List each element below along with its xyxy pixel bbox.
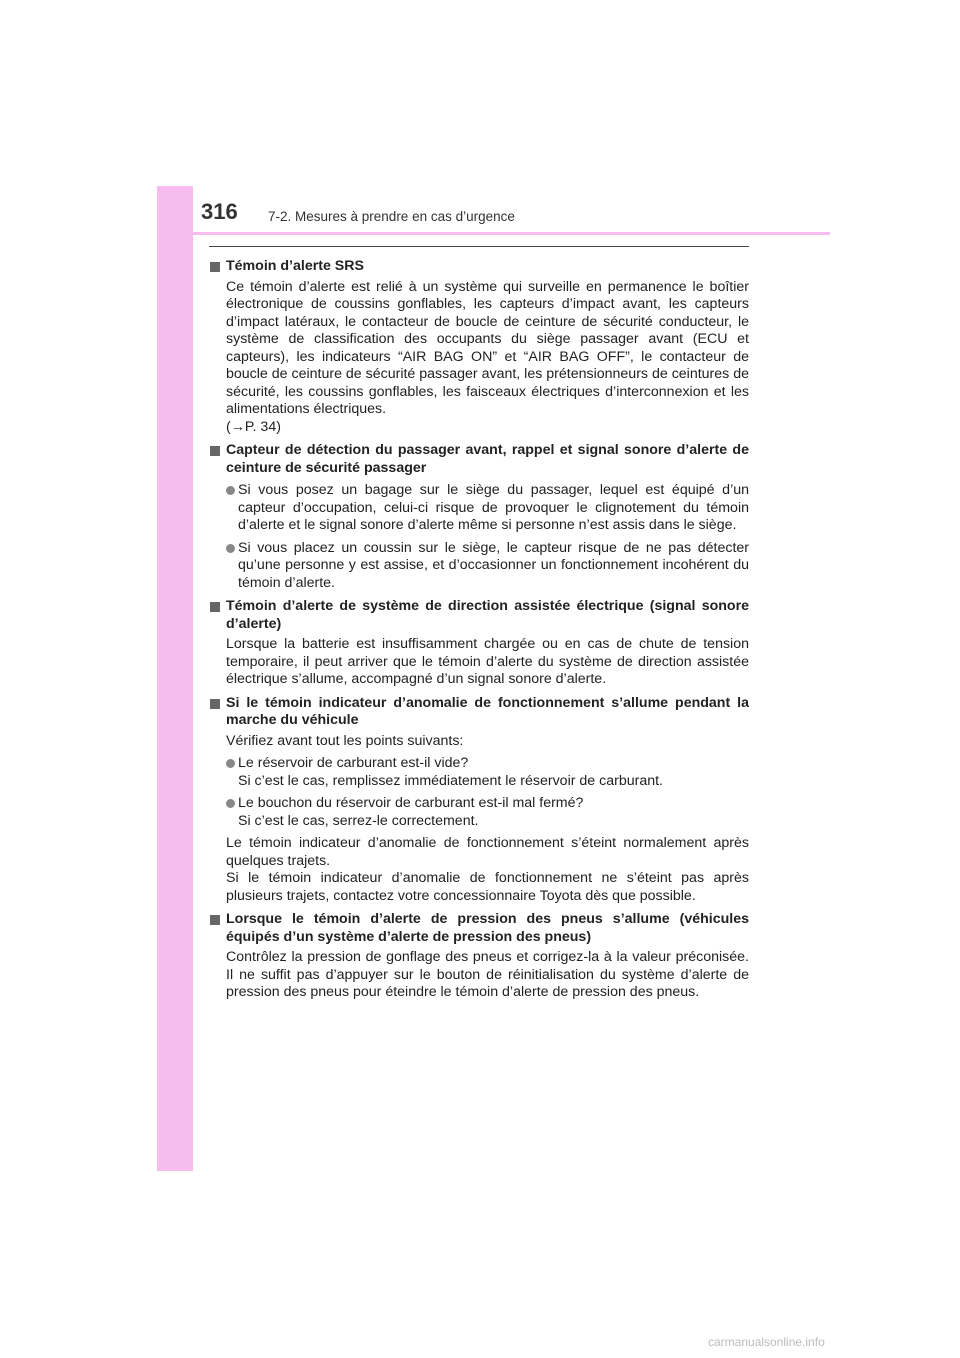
list-item: Le réservoir de carburant est-il vide? Si c’est le cas, remplissez immédiatement le réservoir de carburant. [209,755,749,790]
content-divider [209,246,749,247]
section-heading: Lorsque le témoin d’alerte de pression des pneus s’allume (véhicules équipés d’un système d’alerte de pression des pneus) [209,911,749,946]
paragraph: Contrôlez la pression de gonflage des pneus et corrigez-la à la valeur préconisée. Il ne suffit pas d’appuyer sur le bouton de réinitialisation du système d’alerte de pression des pneus pour éteindre le témoin d’alerte de pression des pneus. [226,949,749,1000]
paragraph: Si le témoin indicateur d’anomalie de fonctionnement ne s’éteint pas après plusieurs trajets, contactez votre concessionnaire Toyota dès que possible. [226,870,749,904]
circle-bullet-icon [226,759,235,768]
section-title: 7-2. Mesures à prendre en cas d’urgence [268,209,515,224]
header-rule [193,232,830,235]
list-item: Le bouchon du réservoir de carburant est-il mal fermé? Si c’est le cas, serrez-le correctement. [209,795,749,830]
chapter-tab-strip [157,186,193,1171]
paragraph: Le témoin indicateur d’anomalie de fonctionnement s’éteint normalement après quelques trajets. [226,835,749,869]
section-heading: Si le témoin indicateur d’anomalie de fonctionnement s’allume pendant la marche du véhicule [209,695,749,730]
paragraph: Vérifiez avant tout les points suivants: [226,732,464,749]
section-heading: Témoin d’alerte SRS [209,258,749,276]
section-heading: Témoin d’alerte de système de direction assistée électrique (signal sonore d’alerte) [209,598,749,633]
page-number: 316 [201,199,238,224]
paragraph: Lorsque la batterie est insuffisamment chargée ou en cas de chute de tension temporaire, il peut arriver que le témoin d’alerte du système de direction assistée électrique s’allume, accompagné d’un signal sonore d’alerte. [226,636,749,687]
list-item: Si vous posez un bagage sur le siège du passager, lequel est équipé d’un capteur d’occupation, celui-ci risque de provoquer le clignotement du témoin d’alerte et le signal sonore d’alerte même si personne n’est assis dans le siège. [209,482,749,535]
square-bullet-icon [210,262,220,272]
section-heading: Capteur de détection du passager avant, rappel et signal sonore d’alerte de ceinture de sécurité passager [209,442,749,477]
circle-bullet-icon [226,486,235,495]
page-content [209,254,749,1002]
square-bullet-icon [210,915,220,925]
square-bullet-icon [210,602,220,612]
square-bullet-icon [210,699,220,709]
paragraph: Ce témoin d’alerte est relié à un système qui surveille en permanence le boîtier électronique de coussins gonflables, les capteurs d’impact avant, les capteurs d’impact latéraux, le contacteur de boucle de ceinture de sécurité conducteur, le système de classification des occupants du siège passager avant (ECU et capteurs), les indicateurs “AIR BAG ON” et “AIR BAG OFF”, le contacteur de boucle de ceinture de sécurité passager avant, les prétensionneurs de ceintures de sécurité, les coussins gonflables, les faisceaux électriques d’interconnexion et les alimentations électriques. [226,278,749,417]
list-item: Si vous placez un coussin sur le siège, le capteur risque de ne pas détecter qu’une personne y est assise, et d’occasionner un fonctionnement incohérent du témoin d’alerte. [209,540,749,593]
square-bullet-icon [210,446,220,456]
circle-bullet-icon [226,544,235,553]
circle-bullet-icon [226,799,235,808]
page-header [193,196,830,236]
watermark-link[interactable]: carmanualsonline.info [708,1335,825,1349]
page-reference: (→P. 34) [226,418,281,435]
